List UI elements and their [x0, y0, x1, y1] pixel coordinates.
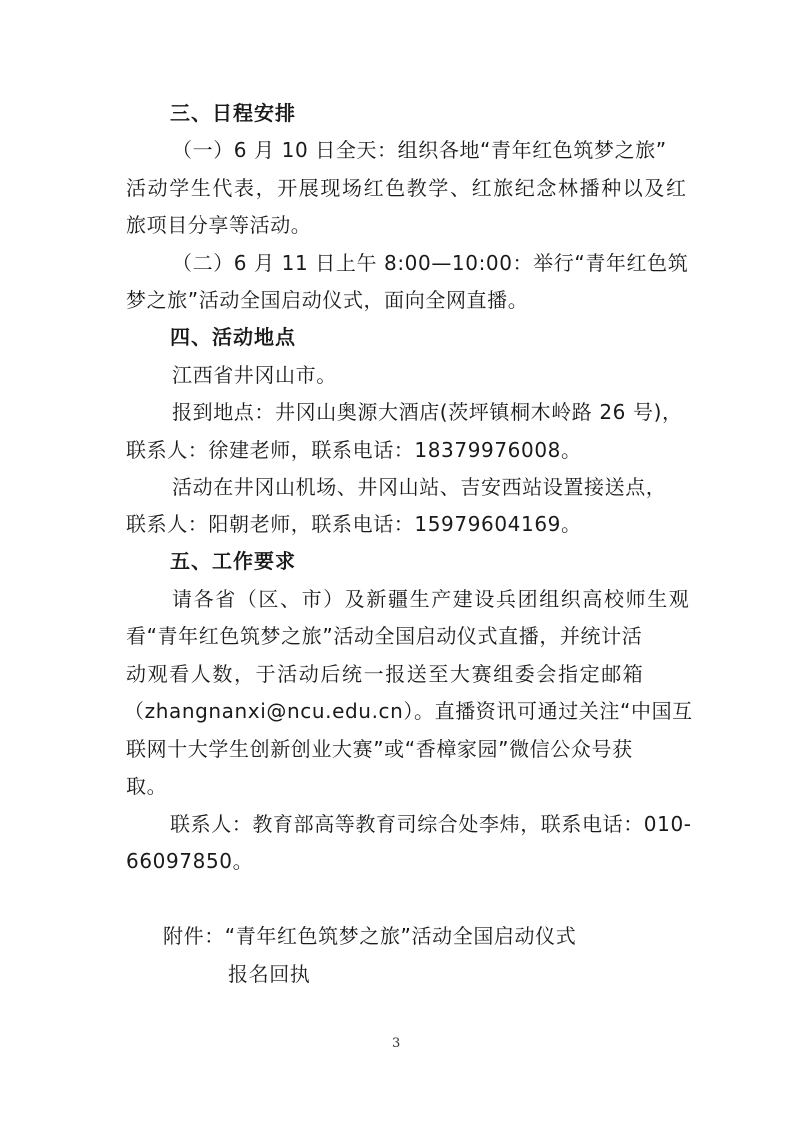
contact-line-1: 联系人：教育部高等教育司综合处李炜，联系电话：010-: [170, 812, 692, 836]
attachment-line-1: 附件：“青年红色筑梦之旅”活动全国启动仪式: [163, 924, 577, 948]
section-3-heading: 三、日程安排: [170, 101, 296, 125]
schedule-item-1-line-2: 活动学生代表，开展现场红色教学、红旅纪念林播种以及红: [126, 176, 688, 200]
report-contact-line: 联系人：徐建老师，联系电话：18379976008。: [126, 438, 582, 462]
requirement-line-2: 看“青年红色筑梦之旅”活动全国启动仪式直播，并统计活: [126, 624, 643, 648]
schedule-item-2-line-2: 梦之旅”活动全国启动仪式，面向全网直播。: [126, 288, 529, 312]
schedule-item-2-line-1: （二）6 月 11 日上午 8:00—10:00：举行“青年红色筑: [172, 251, 689, 275]
pickup-contact-line: 联系人：阳朝老师，联系电话：15979604169。: [126, 512, 582, 536]
schedule-item-1-line-3: 旅项目分享等活动。: [126, 213, 312, 237]
requirement-line-5: 联网十大学生创新创业大赛”或“香樟家园”微信公众号获: [126, 737, 633, 761]
section-5-heading: 五、工作要求: [170, 549, 296, 573]
page-number: 3: [392, 1036, 401, 1051]
section-4-heading: 四、活动地点: [170, 325, 296, 349]
report-location-line-1: 报到地点：井冈山奥源大酒店(茨坪镇桐木岭路 26 号)，: [172, 400, 683, 424]
requirement-line-3: 动观看人数，于活动后统一报送至大赛组委会指定邮箱: [126, 662, 645, 686]
location-text: 江西省井冈山市。: [172, 363, 337, 387]
requirement-line-1: 请各省（区、市）及新疆生产建设兵团组织高校师生观: [172, 587, 691, 611]
requirement-line-6: 取。: [126, 774, 168, 798]
contact-line-2: 66097850。: [126, 849, 254, 873]
requirement-line-4: （zhangnanxi@ncu.edu.cn）。直播资讯可通过关注“中国互: [124, 699, 693, 723]
attachment-line-2: 报名回执: [228, 962, 311, 986]
schedule-item-1-line-1: （一）6 月 10 日全天：组织各地“青年红色筑梦之旅”: [172, 138, 667, 162]
pickup-points-line: 活动在井冈山机场、井冈山站、吉安西站设置接送点，: [172, 475, 667, 499]
